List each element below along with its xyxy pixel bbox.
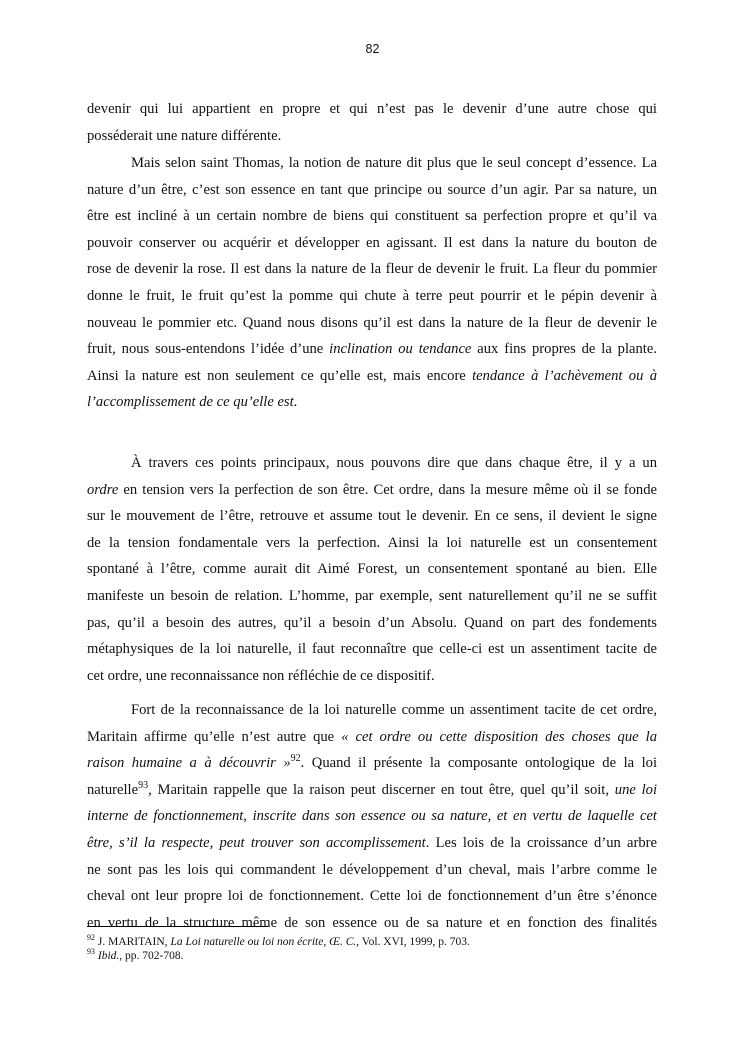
text-run: aux fins propres de la plante. [471, 341, 657, 358]
text-line [87, 283, 657, 310]
italic-text: Ibid. [97, 950, 120, 962]
text-line [87, 530, 657, 557]
italic-text: ordre [87, 481, 119, 498]
text-line [87, 503, 657, 530]
text-run: en vertu de la structure même de son essence ou de sa nature et en fonction des finalités [87, 914, 657, 931]
italic-text: être, s’il la respecte, peut trouver son accomplissement [87, 834, 426, 851]
footnote-reference: 93 [87, 947, 95, 957]
italic-text: La Loi naturelle ou loi non écrite, Œ. C. [170, 936, 357, 948]
text-run: fruit, nous sous-entendons l’idée d’une [87, 341, 330, 358]
text-run: devenir qui lui appartient en propre et qui n’est pas le devenir d’une autre chose qui [87, 101, 657, 117]
text-run: Ainsi la nature est non seulement ce qu’elle est, mais encore [87, 367, 473, 384]
text-line [87, 610, 657, 637]
text-run: Maritain affirme qu’elle n’est autre que [87, 728, 342, 745]
text-run: sur le mouvement de l’être, retrouve et assume tout le devenir. En ce sens, il devient le signe [87, 508, 657, 525]
text-line [87, 583, 657, 610]
footnote-separator [87, 926, 268, 927]
text-line [87, 310, 657, 337]
footnote-reference: 93 [138, 779, 149, 791]
text-line [87, 96, 657, 123]
text-run: , Vol. XVI, 1999, p. 703. [356, 936, 470, 948]
text-run: ne sont pas les lois qui commandent le développement d’un cheval, mais l’arbre comme le [87, 861, 657, 878]
text-run: , pp. 702-708. [119, 950, 184, 962]
italic-text: inclination ou tendance [329, 341, 472, 358]
text-line [87, 556, 657, 583]
text-line [87, 150, 657, 177]
paragraph [87, 697, 657, 936]
text-run: nature d’un être, c’est son essence en tant que principe ou source d’un agir. Par sa nature, un [87, 181, 657, 198]
text-run: pas, qu’il a besoin des autres, qu’il a besoin d’un Absolu. Quand on part des fondements [87, 614, 657, 631]
italic-text: l’accomplissement de ce qu’elle est [87, 394, 294, 411]
text-line [87, 636, 657, 663]
text-line [87, 256, 657, 283]
text-run: À travers ces points principaux, nous pouvons dire que dans chaque être, il y a un [131, 455, 657, 471]
text-run: , Maritain rappelle que la raison peut discerner en tout être, quel qu’il soit, [148, 781, 615, 798]
text-line [87, 177, 657, 204]
page-number: 82 [365, 42, 380, 56]
text-run: en tension vers la perfection de son être. Cet ordre, dans la mesure même où il se fonde [118, 481, 657, 498]
text-run: pouvoir conserver ou acquérir et développer en agissant. Il est dans la nature du bouton de [87, 234, 657, 251]
text-line [87, 663, 657, 690]
footnote [87, 949, 184, 963]
text-run: cet ordre, une reconnaissance non réfléchie de ce dispositif. [87, 667, 435, 684]
text-run: métaphysiques de la loi naturelle, il faut reconnaître que celle-ci est un assentiment tacite de [87, 641, 657, 658]
text-line [87, 389, 657, 416]
italic-text: raison humaine a à découvrir » [87, 755, 291, 772]
text-line [87, 803, 657, 830]
text-line [87, 123, 657, 150]
text-line [87, 830, 657, 857]
italic-text: tendance à l’achèvement ou à [472, 367, 657, 384]
text-line [87, 336, 657, 363]
text-run: cheval ont leur propre loi de fonctionnement. Cette loi de fonctionnement d’un être s’énonce [87, 888, 657, 905]
italic-text: interne de fonctionnement, inscrite dans son essence ou sa nature, et en vertu de laquelle cet [87, 808, 657, 825]
text-run: Mais selon saint Thomas, la notion de nature dit plus que le seul concept d’essence. La [131, 155, 657, 171]
text-line [87, 910, 657, 937]
text-run: posséderait une nature différente. [87, 127, 282, 144]
paragraph [87, 96, 657, 149]
text-run: naturelle [87, 781, 139, 798]
italic-text: une loi [614, 781, 657, 798]
text-run: . Les lois de la croissance d’un arbre [425, 834, 658, 851]
text-line [87, 203, 657, 230]
text-line [87, 857, 657, 884]
footnote-reference: 92 [290, 753, 301, 765]
text-run: Fort de la reconnaissance de la loi naturelle comme un assentiment tacite de cet ordre, [131, 702, 657, 718]
text-line [87, 450, 657, 477]
text-line [87, 477, 657, 504]
text-run: . [293, 394, 298, 411]
text-run: J. MARITAIN, [95, 936, 171, 948]
text-line [87, 230, 657, 257]
text-line [87, 697, 657, 724]
text-line [87, 750, 657, 777]
text-line [87, 883, 657, 910]
text-run: nouveau le pommier etc. Quand nous disons qu’il est dans la nature de la fleur de devenir le [87, 314, 657, 331]
text-run: . Quand il présente la composante ontologique de la loi [300, 755, 657, 772]
text-run: spontané à l’être, comme aurait dit Aimé Forest, un consentement spontané au bien. Elle [87, 561, 657, 578]
italic-text: « cet ordre ou cette disposition des choses que la [341, 728, 658, 745]
text-run: rose de devenir la rose. Il est dans la nature de la fleur de devenir le fruit. La fleur du pommier [87, 261, 657, 278]
text-run: donne le fruit, le fruit qu’est la pomme qui chute à terre peut pourrir et le pépin devenir à [87, 287, 657, 304]
text-line [87, 777, 657, 804]
paragraph [87, 150, 657, 416]
text-run: manifeste un besoin de relation. L’homme, par exemple, sent naturellement qu’il ne se suffit [87, 587, 657, 604]
text-line [87, 724, 657, 751]
text-run: de la tension fondamentale vers la perfection. Ainsi la loi naturelle est un consentement [87, 534, 657, 551]
paragraph [87, 450, 657, 689]
text-run: être est incliné à un certain nombre de biens qui constituent sa perfection propre et qu’il va [87, 208, 657, 225]
text-line [87, 363, 657, 390]
footnote [87, 935, 470, 949]
footnote-reference: 92 [87, 933, 95, 943]
